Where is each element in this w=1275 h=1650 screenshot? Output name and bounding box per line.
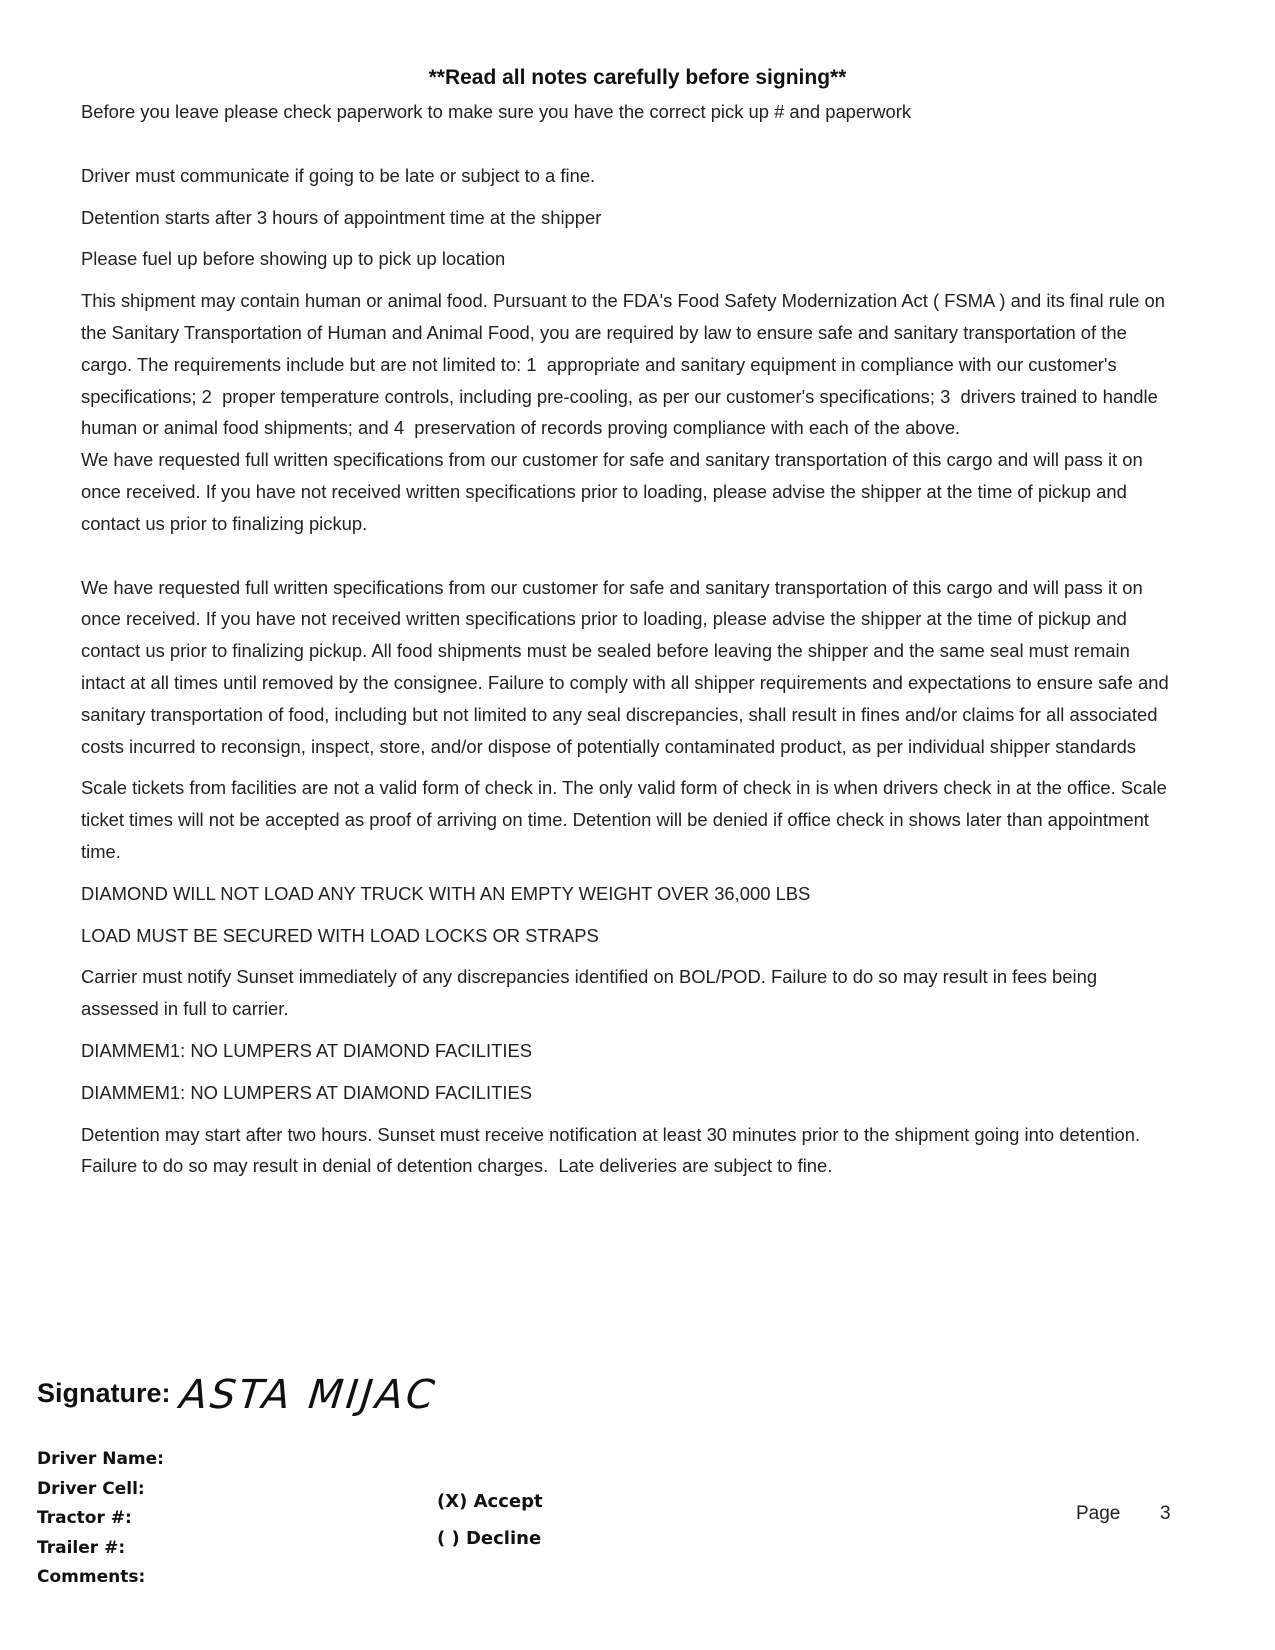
notes-section bbox=[81, 96, 1174, 1182]
note-empty-weight: DIAMOND WILL NOT LOAD ANY TRUCK WITH AN EMPTY WEIGHT OVER 36,000 LBS bbox=[81, 882, 811, 904]
driver-name-label: Driver Name: bbox=[37, 1449, 164, 1469]
note-specifications: We have requested full written specifications from our customer for safe and sanitary transportation of this cargo and will pass it on once received. If you have not received written specifications prior to loading, please advise the shipper at the time of pickup and contact us prior to finalizing pickup. bbox=[81, 449, 1148, 534]
note-no-lumpers: DIAMMEM1: NO LUMPERS AT DIAMOND FACILITIES bbox=[81, 1039, 532, 1061]
note-no-lumpers-repeat: DIAMMEM1: NO LUMPERS AT DIAMOND FACILITIES bbox=[81, 1081, 532, 1103]
note-fuel: Please fuel up before showing up to pick up location bbox=[81, 248, 506, 270]
note-scale-tickets: Scale tickets from facilities are not a valid form of check in. The only valid form of check in is when drivers check in at the office. Scale ticket times will not be accepted as proof of arriving on time. Detention will be denied if office check in shows later than appointment time. bbox=[81, 777, 1172, 862]
accept-option: (X) Accept bbox=[437, 1491, 543, 1512]
note-communicate: Driver must communicate if going to be late or subject to a fine. bbox=[81, 164, 596, 186]
note-fsma: This shipment may contain human or animal food. Pursuant to the FDA's Food Safety Modernization Act ( FSMA ) and its final rule on the Sanitary Transportation of Human and Animal Food, you are required by law to ensure safe and sanitary transportation of the cargo. The requirements include but are not limited to: 1 appropriate and sanitary equipment in compliance with our customer's specifications; 2 proper temperature controls, including pre-cooling, as per our customer's specifications; 3 drivers trained to handle human or animal food shipments; and 4 preservation of records proving compliance with each of the above. bbox=[81, 290, 1171, 439]
trailer-label: Trailer #: bbox=[37, 1537, 126, 1558]
note-specifications-seal: We have requested full written specifications from our customer for safe and sanitary transportation of this cargo and will pass it on once received. If you have not received written specifications prior to loading, please advise the shipper at the time of pickup and contact us prior to finalizing pickup. All food shipments must be sealed before leaving the shipper and the same seal must remain intact at all times until removed by the consignee. Failure to comply with all shipper requirements and expectations to ensure safe and sanitary transportation of food, including but not limited to any seal discrepancies, shall result in fines and/or claims for all associated costs incurred to reconsign, inspect, store, and/or dispose of potentially contaminated product, as per individual shipper standards bbox=[81, 576, 1174, 757]
page-heading: **Read all notes carefully before signing** bbox=[428, 66, 847, 89]
note-load-secured: LOAD MUST BE SECURED WITH LOAD LOCKS OR STRAPS bbox=[81, 924, 599, 946]
signature-label: Signature: bbox=[37, 1378, 171, 1408]
page-label: Page bbox=[1076, 1503, 1121, 1524]
note-detention-start: Detention starts after 3 hours of appointment time at the shipper bbox=[81, 206, 602, 228]
comments-label: Comments: bbox=[37, 1567, 146, 1587]
driver-cell-label: Driver Cell: bbox=[37, 1478, 145, 1499]
note-discrepancies: Carrier must notify Sunset immediately of any discrepancies identified on BOL/POD. Failure to do so may result in fees being assessed in full to carrier. bbox=[81, 966, 1103, 1020]
tractor-label: Tractor #: bbox=[37, 1508, 132, 1528]
note-detention-two-hours: Detention may start after two hours. Sunset must receive notification at least 30 minutes prior to the shipment going into detention. Failure to do so may result in denial of detention charges. Late deliveries are subject to fine. bbox=[81, 1123, 1146, 1177]
accept-decline-choices bbox=[437, 1483, 543, 1557]
page-number: 3 bbox=[1160, 1503, 1171, 1524]
signature-value: ASTA MIJAC bbox=[177, 1372, 440, 1418]
decline-option: ( ) Decline bbox=[437, 1528, 542, 1549]
driver-fields bbox=[37, 1445, 164, 1593]
note-paperwork: Before you leave please check paperwork to make sure you have the correct pick up # and paperwork bbox=[81, 101, 912, 122]
